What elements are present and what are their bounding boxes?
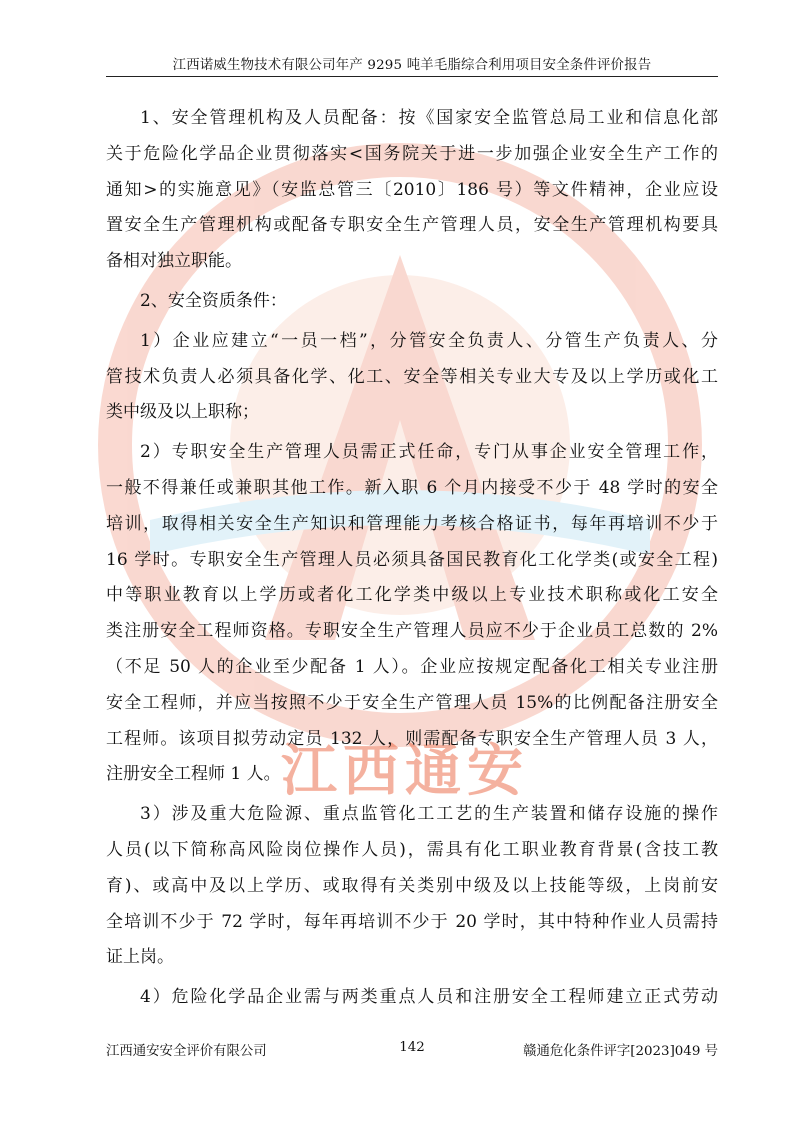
text-line: 人员(以下简称高风险岗位操作人员)，需具有化工职业教育背景(含技工教	[106, 839, 718, 860]
paragraph-safety-organization	[106, 101, 718, 280]
paragraph-item-1	[106, 324, 718, 431]
footer-doc-number: 赣通危化条件评字[2023]049 号	[523, 1044, 718, 1059]
text-line: 一般不得兼任或兼职其他工作。新入职 6 个月内接受不少于 48 学时的安全	[106, 477, 718, 498]
watermark-text: 江西通安	[281, 739, 529, 804]
paragraph-item-2	[106, 435, 718, 793]
text-line: 2、安全资质条件：	[140, 290, 287, 311]
footer-company: 江西通安安全评价有限公司	[106, 1044, 267, 1059]
text-line: 育)、或高中及以上学历、或取得有关类别中级及以上技能等级，上岗前安	[106, 875, 718, 896]
paragraph-item-4	[106, 980, 718, 1016]
text-line: （不足 50 人的企业至少配备 1 人）。企业应按规定配备化工相关专业注册	[106, 656, 718, 677]
header-divider	[106, 76, 718, 77]
page-number: 142	[399, 1040, 425, 1055]
text-line: 关于危险化学品企业贯彻落实<国务院关于进一步加强企业安全生产工作的	[106, 143, 718, 164]
text-line: 类中级及以上职称；	[106, 402, 259, 423]
text-line: 备相对独立职能。	[106, 251, 242, 272]
text-line: 通知>的实施意见》（安监总管三〔2010〕186 号）等文件精神，企业应设	[106, 179, 718, 200]
paragraph-qualification-heading	[106, 284, 718, 320]
text-line: 管技术负责人必须具备化学、化工、安全等相关专业大专及以上学历或化工	[106, 366, 718, 387]
running-header: 江西诺威生物技术有限公司年产 9295 吨羊毛脂综合利用项目安全条件评价报告	[172, 58, 652, 73]
text-line: 注册安全工程师 1 人。	[106, 764, 281, 785]
text-line: 中等职业教育以上学历或者化工化学类中级以上专业技术职称或化工安全	[106, 585, 718, 606]
text-line: 全培训不少于 72 学时，每年再培训不少于 20 学时，其中特种作业人员需持	[106, 911, 718, 932]
paragraph-item-3	[106, 797, 718, 976]
text-line: 4）危险化学品企业需与两类重点人员和注册安全工程师建立正式劳动	[140, 987, 718, 1008]
text-line: 16 学时。专职安全生产管理人员必须具备国民教育化工化学类(或安全工程)	[106, 549, 718, 570]
text-line: 1、安全管理机构及人员配备：按《国家安全监管总局工业和信息化部	[140, 108, 718, 128]
text-line: 置安全生产管理机构或配备专职安全生产管理人员，安全生产管理机构要具	[106, 215, 718, 236]
text-line: 培训，取得相关安全生产知识和管理能力考核合格证书，每年再培训不少于	[106, 513, 718, 534]
page-footer	[106, 1040, 718, 1062]
text-line: 1）企业应建立“一员一档”，分管安全负责人、分管生产负责人、分	[140, 330, 718, 351]
text-line: 工程师。该项目拟劳动定员 132 人，则需配备专职安全生产管理人员 3 人，	[106, 728, 718, 749]
text-line: 类注册安全工程师资格。专职安全生产管理人员应不少于企业员工总数的 2%	[106, 621, 718, 642]
text-line: 3）涉及重大危险源、重点监管化工工艺的生产装置和储存设施的操作	[140, 804, 718, 825]
document-body	[106, 101, 718, 1020]
text-line: 2）专职安全生产管理人员需正式任命，专门从事企业安全管理工作，	[140, 442, 718, 463]
text-line: 证上岗。	[106, 947, 174, 968]
text-line: 安全工程师，并应当按照不少于安全生产管理人员 15%的比例配备注册安全	[106, 692, 718, 713]
